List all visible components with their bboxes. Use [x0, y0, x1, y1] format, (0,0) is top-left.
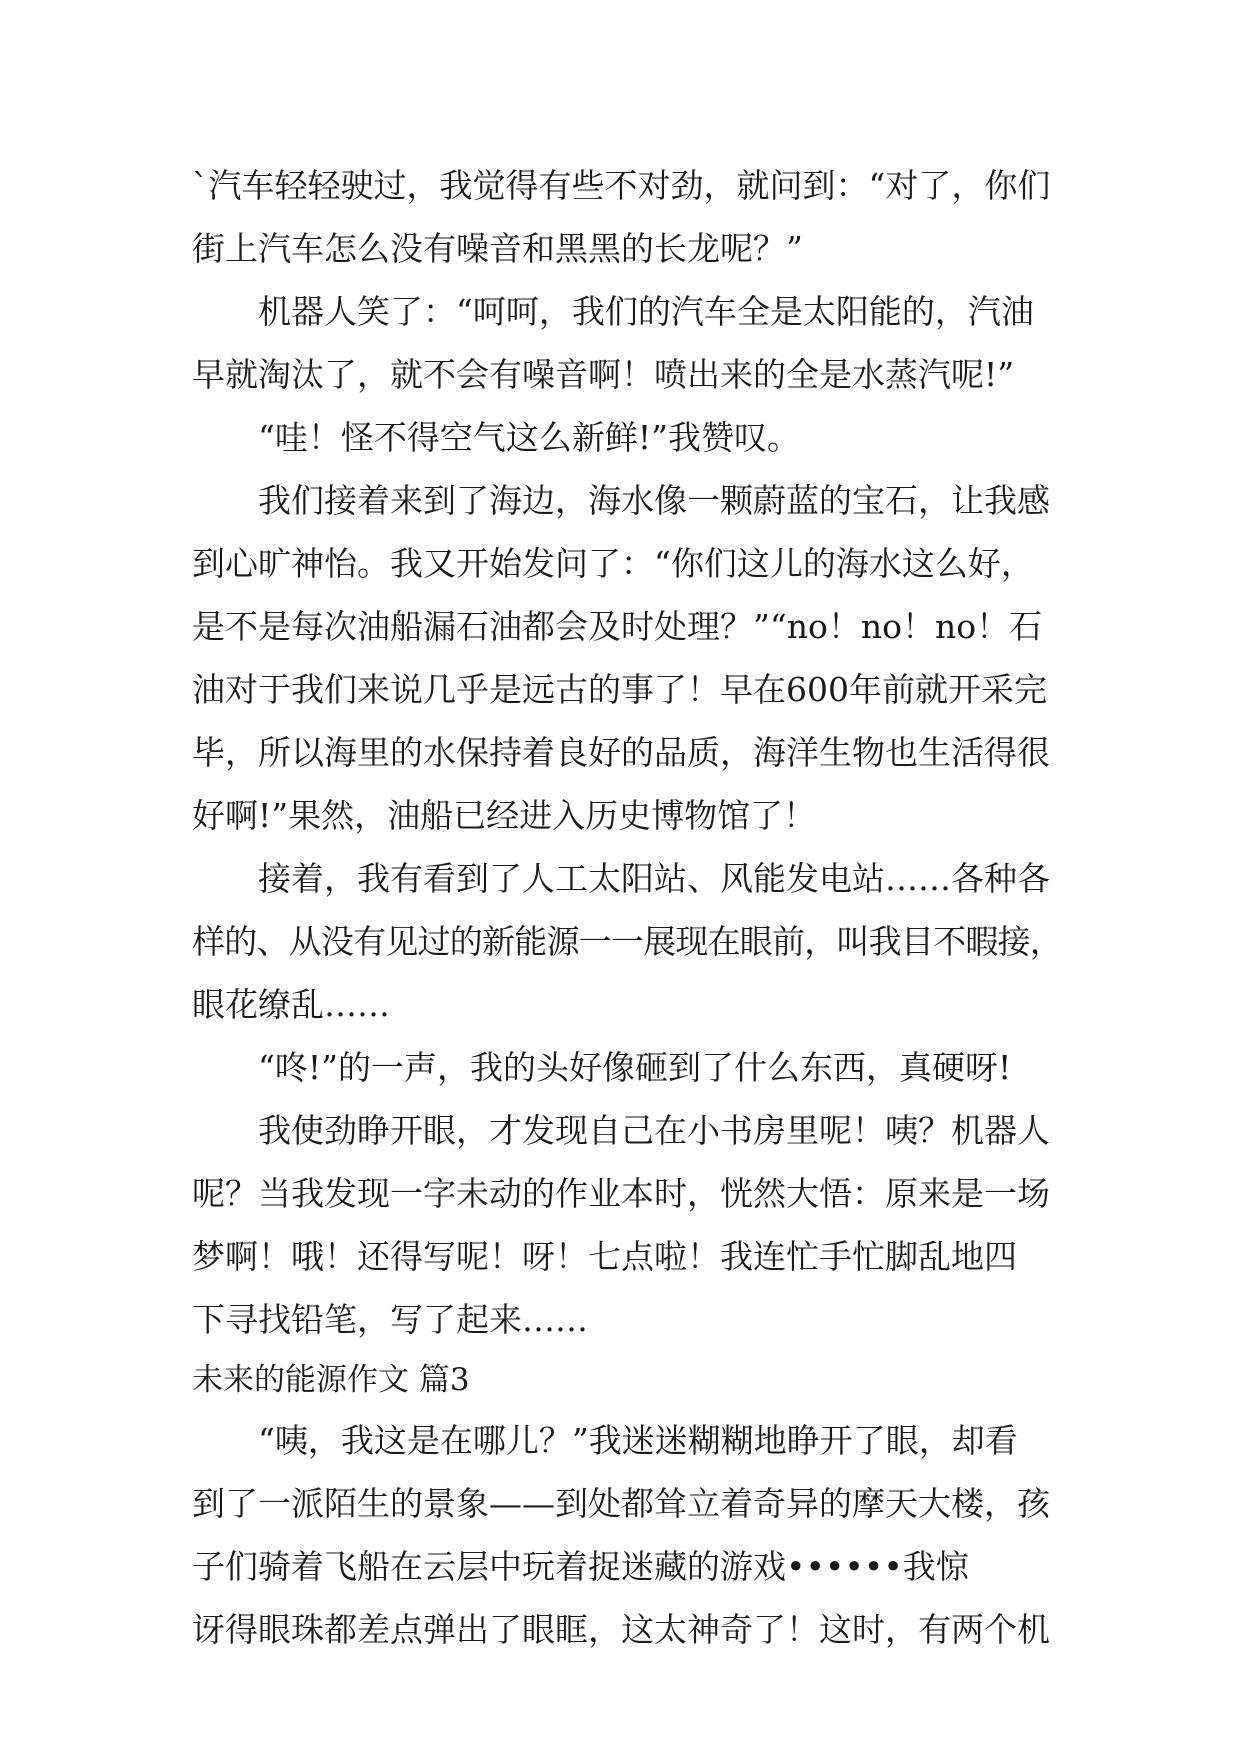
text-line: 我们接着来到了海边，海水像一颗蔚蓝的宝石，让我感: [258, 481, 1050, 520]
text-line: `汽车轻轻驶过，我觉得有些不对劲，就问到：“对了，你们: [192, 166, 1051, 205]
text-line: 讶得眼珠都差点弹出了眼眶，这太神奇了！这时，有两个机: [192, 1610, 1050, 1649]
text-line: 油对于我们来说几乎是远古的事了！早在600年前就开采完: [192, 670, 1047, 709]
text-line: 好啊!”果然，油船已经进入历史博物馆了！: [192, 796, 817, 835]
text-line: “咦，我这是在哪儿？”我迷迷糊糊地睁开了眼，却看: [258, 1421, 1018, 1460]
text-line: 是不是每次油船漏石油都会及时处理？”“no！no！no！石: [192, 607, 1043, 646]
text-line: “哇！怪不得空气这么新鲜!”我赞叹。: [258, 418, 801, 457]
text-line: 呢？当我发现一字未动的作业本时，恍然大悟：原来是一场: [192, 1174, 1050, 1213]
text-line: 到了一派陌生的景象——到处都耸立着奇异的摩天大楼，孩: [192, 1484, 1050, 1523]
text-line: 下寻找铅笔，写了起来……: [192, 1300, 588, 1339]
text-line: 街上汽车怎么没有噪音和黑黑的长龙呢？”: [192, 229, 803, 268]
document-body: [192, 154, 1062, 1661]
text-line: 接着，我有看到了人工太阳站、风能发电站……各种各: [258, 859, 1050, 898]
section-heading: 未来的能源作文 篇3: [192, 1362, 470, 1398]
text-line: 我使劲睁开眼，才发现自己在小书房里呢！咦？机器人: [258, 1111, 1050, 1150]
text-line: 子们骑着飞船在云层中玩着捉迷藏的游戏••••••我惊: [192, 1547, 969, 1586]
text-line: 到心旷神怡。我又开始发问了：“你们这儿的海水这么好，: [192, 544, 1034, 583]
text-line: “咚!”的一声，我的头好像砸到了什么东西，真硬呀!: [258, 1048, 1012, 1087]
text-line: 毕，所以海里的水保持着良好的品质，海洋生物也生活得很: [192, 733, 1050, 772]
text-line: 梦啊！哦！还得写呢！呀！七点啦！我连忙手忙脚乱地四: [192, 1237, 1017, 1276]
text-line: 样的、从没有见过的新能源一一展现在眼前，叫我目不暇接，: [192, 922, 1062, 961]
text-line: 早就淘汰了，就不会有噪音啊！喷出来的全是水蒸汽呢!”: [192, 355, 1015, 394]
text-line: 眼花缭乱……: [192, 985, 390, 1024]
text-line: 机器人笑了：“呵呵，我们的汽车全是太阳能的，汽油: [258, 292, 1034, 331]
